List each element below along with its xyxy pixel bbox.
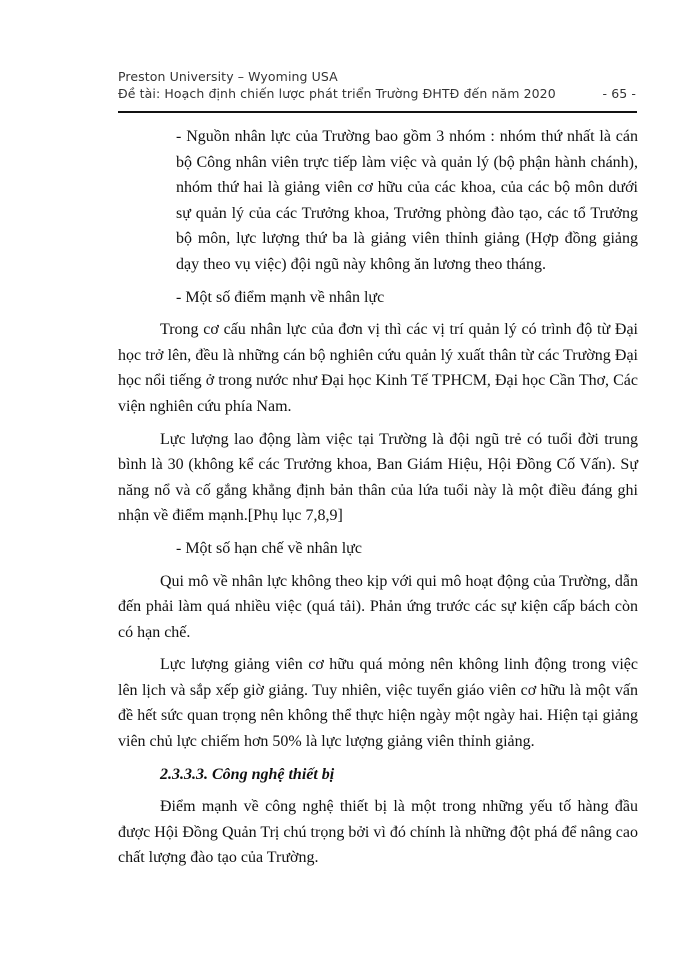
bullet-limitations: - Một số hạn chế về nhân lực (176, 539, 362, 557)
header-rule (118, 111, 637, 113)
paragraph-scale: Qui mô về nhân lực không theo kịp với qui mô hoạt động của Trường, dẫn đến phải làm quá nhiều việc (quá tải). Phản ứng trước các sự kiện cấp bách còn có hạn chế. (118, 572, 638, 641)
paragraph-lecturers: Lực lượng giảng viên cơ hữu quá mỏng nên không linh động trong việc lên lịch và sắp xếp giờ giảng. Tuy nhiên, việc tuyển giáo viên cơ hữu là một vấn đề hết sức quan trọng nên không thể thực hiện ngày một ngày hai. Hiện tại giảng viên chủ lực chiếm hơn 50% là lực lượng giảng viên thỉnh giảng. (118, 656, 638, 751)
paragraph-technology: Điểm mạnh về công nghệ thiết bị là một trong những yếu tố hàng đầu được Hội Đồng Quản Trị chú trọng bởi vì đó chính là những đột phá để nâng cao chất lượng đào tạo của Trường. (118, 798, 638, 867)
paragraph-human-resources: - Nguồn nhân lực của Trường bao gồm 3 nhóm : nhóm thứ nhất là cán bộ Công nhân viên trực tiếp làm việc và quản lý (bộ phận hành chánh), nhóm thứ hai là giảng viên cơ hữu của các khoa, của các bộ môn dưới sự quản lý của các Trưởng khoa, Trưởng phòng đào tạo, các tổ Trưởng bộ môn, lực lượng thứ ba là giảng viên thỉnh giảng (Hợp đồng giảng dạy theo vụ việc) đội ngũ này không ăn lương theo tháng. (176, 128, 638, 273)
section-heading: 2.3.3.3. Công nghệ thiết bị (160, 765, 335, 783)
page-header (118, 68, 636, 102)
header-university: Preston University – Wyoming USA (118, 69, 338, 84)
bullet-strengths: - Một số điểm mạnh về nhân lực (176, 288, 385, 306)
paragraph-workforce: Lực lượng lao động làm việc tại Trường là đội ngũ trẻ có tuổi đời trung bình là 30 (không kể các Trưởng khoa, Ban Giám Hiệu, Hội Đồng Cố Vấn). Sự năng nổ và cố gắng khẳng định bản thân của lứa tuổi này là một điều đáng ghi nhận về điểm mạnh.[Phụ lục 7,8,9] (118, 430, 638, 525)
paragraph-structure: Trong cơ cấu nhân lực của đơn vị thì các vị trí quản lý có trình độ từ Đại học trở lên, đều là những cán bộ nghiên cứu quản lý xuất thân từ các Trường Đại học nổi tiếng ở trong nước như Đại học Kinh Tế TPHCM, Đại học Cần Thơ, Các viện nghiên cứu phía Nam. (118, 321, 638, 415)
header-topic: Đề tài: Hoạch định chiến lược phát triển Trường ĐHTĐ đến năm 2020 (118, 86, 556, 101)
document-body (118, 124, 638, 871)
page-number: - 65 - (602, 86, 636, 101)
header-topic-line (118, 85, 636, 102)
